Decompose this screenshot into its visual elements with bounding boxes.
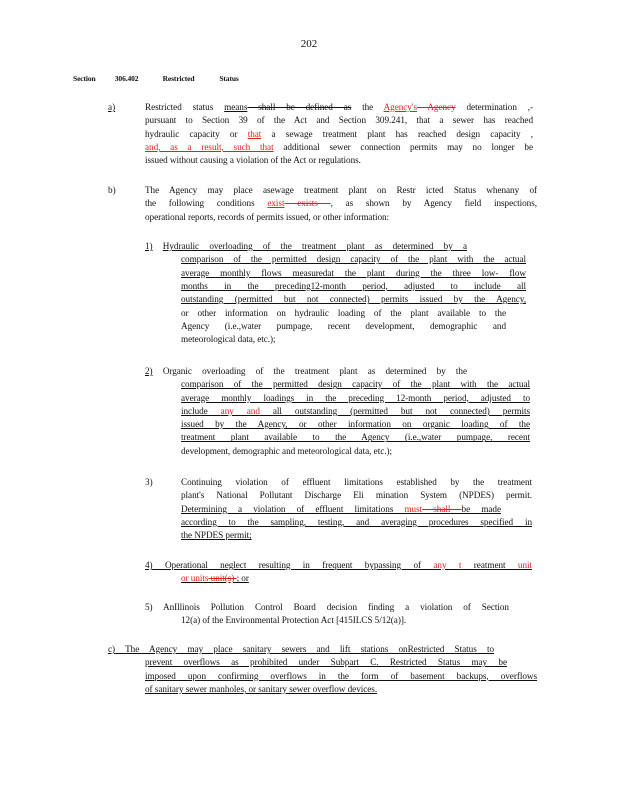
text: a sewage treatment plant has reached design capacity , (261, 128, 533, 139)
item-1 (181, 253, 526, 306)
text-line: pursuant to Section 39 of the Act and Section 309.241, that a sewer has reached (145, 115, 533, 126)
text-line: Agency (i.e.,water pumpage, recent development, demographic and (181, 320, 506, 331)
inserted-text: Agency's (383, 102, 417, 112)
text-line: months in the preceding12-month period, adjusted to include all (181, 280, 526, 291)
text-line: prevent overflows as prohibited under Subpart C. Restricted Status may be (145, 657, 507, 668)
item-2 (181, 378, 530, 444)
section-heading (73, 74, 239, 83)
item-2-tail (181, 445, 486, 458)
item-1-first-line (145, 240, 467, 253)
item-2-first-line (145, 365, 467, 378)
text-line: operational reports, records of permits issued, or other information: (145, 211, 390, 222)
item-3 (181, 476, 532, 542)
inserted-text: that (247, 128, 262, 139)
inserted-text: and, as a result, such that (145, 141, 274, 152)
inserted-text: exist (267, 198, 285, 209)
text: determination ,- (455, 102, 533, 112)
text-line: outstanding (permitted but not connected) permits issued by the Agency, (181, 294, 526, 305)
para-a (145, 101, 533, 167)
text-line: comparison of the permitted design capacity of the plant with the actual (181, 254, 526, 265)
item-5 (145, 601, 509, 614)
text: Determining a violation of effluent limitations (181, 503, 405, 514)
text-line: or other information on hydraulic loading of the plant available to the (181, 307, 506, 318)
text: additional sewer connection permits may no longer be (273, 141, 533, 152)
para-c-label: c) (108, 644, 116, 654)
text: Operational neglect resulting in frequent bypassing of (164, 560, 434, 570)
item-4 (145, 559, 532, 572)
text-line: average monthly flows measuredat the plant during the three low- flow (181, 267, 526, 278)
text-line: according to the sampling, testing, and averaging procedures specified in (181, 516, 532, 527)
section-label: Section (73, 74, 96, 83)
item-5-label: 5) (145, 602, 153, 612)
text-line: comparison of the permitted design capacity of the plant with the actual (181, 379, 530, 390)
text: all outstanding (permitted but not connected) permits (259, 405, 530, 416)
para-c (145, 656, 537, 696)
item-5-cont (181, 614, 506, 627)
text: The Agency may place sanitary sewers and lift stations onRestricted Status to (125, 644, 494, 654)
text-line: treatment plant available to the Agency (i.e.,water pumpage, recent (181, 432, 530, 443)
text-line: issued without causing a violation of the Act or regulations. (145, 155, 361, 166)
item-3-label: 3) (145, 477, 153, 487)
inserted-text: or units (181, 573, 209, 584)
section-title-2: Status (219, 74, 239, 83)
para-c-first-line (108, 643, 494, 656)
text: Organic overloading of the treatment plant as determined by the (162, 366, 467, 376)
deleted-text: Agency (416, 102, 456, 112)
text: hydraulic capacity or (145, 128, 248, 139)
para-b (145, 184, 537, 224)
text: ; or (236, 573, 249, 584)
text: , as shown by Agency field inspections, (330, 198, 538, 209)
text-line: development, demographic and meteorological data, etc.); (181, 445, 392, 456)
item-2-label: 2) (145, 366, 153, 376)
text-line: The Agency may place asewage treatment plant on Restr icted Status whenany of (145, 185, 537, 195)
item-1-label: 1) (145, 241, 153, 251)
section-title-1: Restricted (162, 74, 195, 83)
text-line: issued by the Agency, or other information on organic loading of the (181, 419, 530, 430)
para-a-label: a) (108, 102, 116, 112)
deleted-text: exists (284, 198, 331, 209)
text-line: imposed upon confirming overflows in the form of basement backups, overflows (145, 670, 537, 681)
text-line: the NPDES permit; (181, 530, 252, 541)
text-line: Continuing violation of effluent limitations established by the treatment (181, 477, 532, 487)
text-line: meteorological data, etc.); (181, 334, 276, 345)
para-b-label: b) (108, 185, 116, 195)
deleted-text: shall (422, 503, 462, 514)
text: the (351, 102, 384, 112)
item-4-cont (181, 572, 381, 585)
item-1-tail (181, 307, 506, 347)
text-line: 12(a) of the Environmental Protection Act [415ILCS 5/12(a)]. (181, 615, 407, 626)
text: AnIllinois Pollution Control Board decision finding a violation of Section (163, 602, 509, 612)
deleted-text: shall be defined as (247, 102, 352, 112)
text-line: average monthly loadings in the preceding 12-month period, adjusted to (181, 392, 530, 403)
text: Hydraulic overloading of the treatment plant as determined by a (162, 241, 467, 251)
deleted-text: unit(s) (208, 573, 237, 584)
item-4-label: 4) (145, 560, 153, 570)
inserted-text: unit (517, 560, 532, 570)
text: the following conditions (145, 198, 268, 209)
text: include (181, 405, 221, 416)
text: reatment (461, 560, 518, 570)
inserted-text: any and (220, 405, 260, 416)
text-line: plant's National Pollutant Discharge Eli mination System (NPDES) permit. (181, 490, 532, 501)
inserted-text: must (404, 503, 423, 514)
text-line: of sanitary sewer manholes, or sanitary sewer overflow devices. (145, 683, 378, 694)
text: be made (461, 503, 501, 514)
inserted-text: means (224, 102, 248, 112)
page-number: 202 (300, 38, 318, 50)
section-number: 306.402 (114, 74, 139, 83)
text: Restricted status (145, 102, 225, 112)
inserted-text: any t (433, 560, 462, 570)
